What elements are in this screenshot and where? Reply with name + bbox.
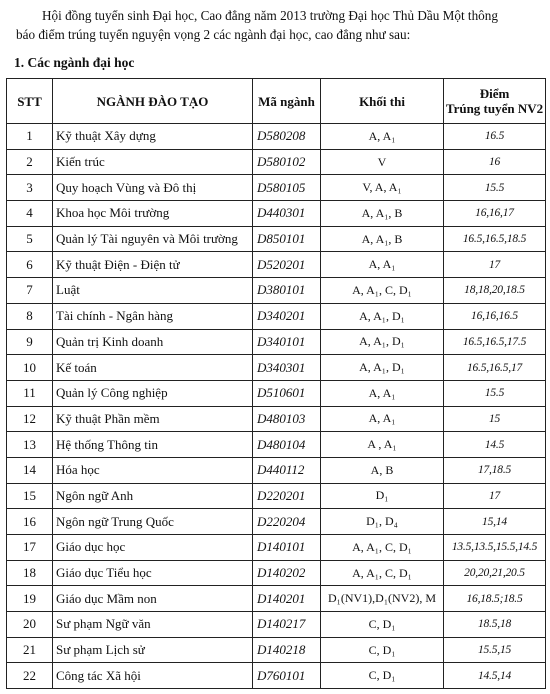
cell-score: 15.5 <box>444 175 546 201</box>
cell-code: D140218 <box>253 637 321 663</box>
cell-major: Giáo dục học <box>53 535 253 561</box>
cell-code: D140202 <box>253 560 321 586</box>
cell-major: Sư phạm Ngữ văn <box>53 612 253 638</box>
cell-code: D580102 <box>253 149 321 175</box>
cell-stt: 22 <box>7 663 53 689</box>
cell-score: 15,14 <box>444 509 546 535</box>
cell-block: A, A₁, C, D₁ <box>321 560 444 586</box>
table-row <box>7 612 546 638</box>
cell-code: D510601 <box>253 380 321 406</box>
table-row <box>7 560 546 586</box>
cell-major: Hệ thống Thông tin <box>53 432 253 458</box>
cell-score: 15 <box>444 406 546 432</box>
cell-block: V <box>321 149 444 175</box>
cell-stt: 11 <box>7 380 53 406</box>
cell-block: C, D₁ <box>321 612 444 638</box>
cell-score: 20,20,21,20.5 <box>444 560 546 586</box>
cell-stt: 5 <box>7 226 53 252</box>
table-row <box>7 637 546 663</box>
cell-score: 16,16,16.5 <box>444 303 546 329</box>
cell-stt: 7 <box>7 278 53 304</box>
table-row <box>7 380 546 406</box>
table-header-row <box>7 79 546 124</box>
table-row <box>7 663 546 689</box>
cell-code: D340201 <box>253 303 321 329</box>
cell-stt: 17 <box>7 535 53 561</box>
cell-score: 16 <box>444 149 546 175</box>
cell-code: D140201 <box>253 586 321 612</box>
cell-block: A, A₁, B <box>321 201 444 227</box>
intro-line-2: báo điểm trúng tuyển nguyện vọng 2 các ngành đại học, cao đẳng như sau: <box>16 27 411 42</box>
cell-code: D480103 <box>253 406 321 432</box>
cell-stt: 14 <box>7 457 53 483</box>
table-row <box>7 406 546 432</box>
cell-block: A, A₁, D₁ <box>321 303 444 329</box>
table-row <box>7 201 546 227</box>
cell-stt: 8 <box>7 303 53 329</box>
cell-score: 16,18.5;18.5 <box>444 586 546 612</box>
cell-block: A, A₁, D₁ <box>321 329 444 355</box>
cell-block: A, A₁ <box>321 124 444 150</box>
table-row <box>7 252 546 278</box>
cell-block: A, A₁, B <box>321 226 444 252</box>
cell-major: Giáo dục Tiểu học <box>53 560 253 586</box>
cell-code: D580105 <box>253 175 321 201</box>
cell-stt: 16 <box>7 509 53 535</box>
cell-stt: 12 <box>7 406 53 432</box>
header-score-line-1: Điểm <box>479 86 510 101</box>
cell-major: Kế toán <box>53 355 253 381</box>
cell-score: 17 <box>444 252 546 278</box>
cell-code: D580208 <box>253 124 321 150</box>
cell-block: A, A₁ <box>321 406 444 432</box>
cell-score: 14.5,14 <box>444 663 546 689</box>
cell-score: 16.5,16.5,17.5 <box>444 329 546 355</box>
cell-score: 15.5 <box>444 380 546 406</box>
table-row <box>7 329 546 355</box>
cell-code: D140101 <box>253 535 321 561</box>
header-stt: STT <box>7 79 53 124</box>
cell-score: 14.5 <box>444 432 546 458</box>
cell-code: D220204 <box>253 509 321 535</box>
cell-score: 15.5,15 <box>444 637 546 663</box>
cell-score: 17,18.5 <box>444 457 546 483</box>
table-row <box>7 432 546 458</box>
cell-score: 16.5,16.5,17 <box>444 355 546 381</box>
table-row <box>7 509 546 535</box>
cell-block: D₁ <box>321 483 444 509</box>
cell-block: V, A, A₁ <box>321 175 444 201</box>
table-row <box>7 303 546 329</box>
cell-major: Khoa học Môi trường <box>53 201 253 227</box>
header-block: Khối thi <box>321 79 444 124</box>
table-row <box>7 175 546 201</box>
table-row <box>7 226 546 252</box>
cell-stt: 6 <box>7 252 53 278</box>
table-body <box>7 124 546 689</box>
table-row <box>7 278 546 304</box>
cell-stt: 9 <box>7 329 53 355</box>
cell-block: C, D₁ <box>321 663 444 689</box>
intro-paragraph <box>0 6 550 44</box>
cell-major: Ngôn ngữ Trung Quốc <box>53 509 253 535</box>
table-row <box>7 457 546 483</box>
cell-major: Công tác Xã hội <box>53 663 253 689</box>
cell-stt: 3 <box>7 175 53 201</box>
cell-code: D850101 <box>253 226 321 252</box>
cell-major: Hóa học <box>53 457 253 483</box>
cell-stt: 13 <box>7 432 53 458</box>
header-code: Mã ngành <box>253 79 321 124</box>
cell-code: D380101 <box>253 278 321 304</box>
cell-stt: 21 <box>7 637 53 663</box>
cell-code: D140217 <box>253 612 321 638</box>
cell-code: D220201 <box>253 483 321 509</box>
header-score <box>444 79 546 124</box>
cell-block: A, A₁ <box>321 380 444 406</box>
cell-block: D₁, D₄ <box>321 509 444 535</box>
cell-major: Quản lý Công nghiệp <box>53 380 253 406</box>
cell-stt: 15 <box>7 483 53 509</box>
cell-score: 13.5,13.5,15.5,14.5 <box>444 535 546 561</box>
table-row <box>7 535 546 561</box>
cell-code: D480104 <box>253 432 321 458</box>
cell-block: A, A₁ <box>321 252 444 278</box>
cell-code: D340101 <box>253 329 321 355</box>
cell-stt: 18 <box>7 560 53 586</box>
cell-block: D₁(NV1),D₁(NV2), M <box>321 586 444 612</box>
cell-code: D440112 <box>253 457 321 483</box>
cell-score: 16.5,16.5,18.5 <box>444 226 546 252</box>
cell-major: Quản trị Kinh doanh <box>53 329 253 355</box>
cell-major: Giáo dục Mầm non <box>53 586 253 612</box>
cell-stt: 2 <box>7 149 53 175</box>
cell-block: A, A₁, C, D₁ <box>321 535 444 561</box>
cell-score: 16.5 <box>444 124 546 150</box>
cell-major: Kiến trúc <box>53 149 253 175</box>
table-row <box>7 149 546 175</box>
cell-major: Luật <box>53 278 253 304</box>
cell-code: D340301 <box>253 355 321 381</box>
cell-major: Ngôn ngữ Anh <box>53 483 253 509</box>
cell-stt: 19 <box>7 586 53 612</box>
cell-major: Sư phạm Lịch sử <box>53 637 253 663</box>
section-title: 1. Các ngành đại học <box>14 55 135 70</box>
cell-code: D520201 <box>253 252 321 278</box>
cell-stt: 1 <box>7 124 53 150</box>
header-score-line-2: Trúng tuyển NV2 <box>445 101 544 116</box>
table-row <box>7 483 546 509</box>
cell-major: Kỹ thuật Xây dựng <box>53 124 253 150</box>
table-row <box>7 124 546 150</box>
header-major: NGÀNH ĐÀO TẠO <box>53 79 253 124</box>
cell-stt: 4 <box>7 201 53 227</box>
table-row <box>7 586 546 612</box>
cell-score: 17 <box>444 483 546 509</box>
cell-stt: 20 <box>7 612 53 638</box>
cell-major: Kỹ thuật Phần mềm <box>53 406 253 432</box>
admission-score-table <box>6 78 546 689</box>
cell-code: D760101 <box>253 663 321 689</box>
table-row <box>7 355 546 381</box>
cell-score: 18,18,20,18.5 <box>444 278 546 304</box>
cell-block: C, D₁ <box>321 637 444 663</box>
cell-block: A, A₁, C, D₁ <box>321 278 444 304</box>
cell-score: 18.5,18 <box>444 612 546 638</box>
cell-code: D440301 <box>253 201 321 227</box>
intro-line-1: Hội đồng tuyển sinh Đại học, Cao đẳng năm 2013 trường Đại học Thủ Dầu Một thông <box>42 8 498 23</box>
cell-block: A, A₁, D₁ <box>321 355 444 381</box>
cell-score: 16,16,17 <box>444 201 546 227</box>
cell-block: A , A₁ <box>321 432 444 458</box>
cell-major: Quản lý Tài nguyên và Môi trường <box>53 226 253 252</box>
cell-major: Kỹ thuật Điện - Điện tử <box>53 252 253 278</box>
cell-stt: 10 <box>7 355 53 381</box>
cell-block: A, B <box>321 457 444 483</box>
cell-major: Quy hoạch Vùng và Đô thị <box>53 175 253 201</box>
cell-major: Tài chính - Ngân hàng <box>53 303 253 329</box>
